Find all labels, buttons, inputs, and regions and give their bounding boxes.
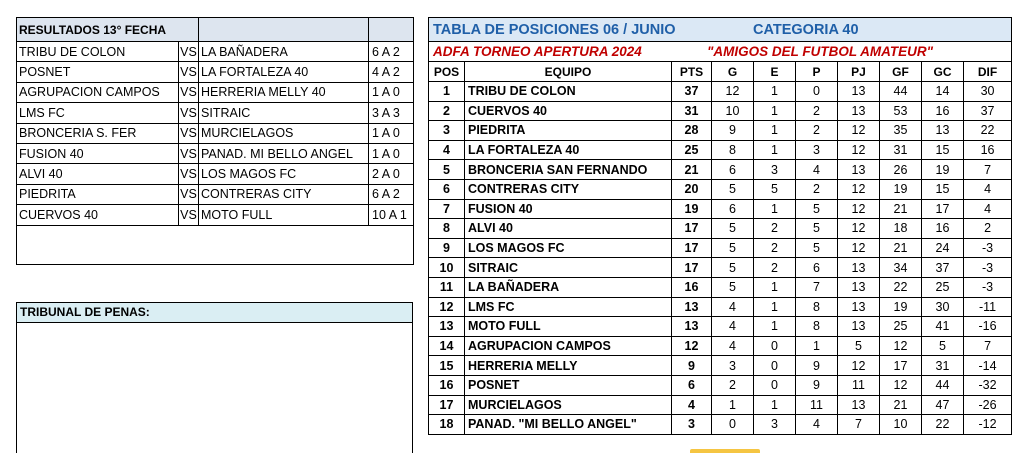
cell-dif: 4 — [964, 199, 1012, 219]
cell-dif: -3 — [964, 238, 1012, 258]
cell-dif: 7 — [964, 160, 1012, 180]
cell-gc: 13 — [922, 121, 964, 141]
cell-g: 5 — [712, 277, 754, 297]
cell-e: 1 — [754, 199, 796, 219]
away-team: LA FORTALEZA 40 — [199, 62, 369, 82]
cell-pos: 2 — [429, 101, 465, 121]
penalties-box — [16, 302, 413, 453]
away-team: PANAD. MI BELLO ANGEL — [199, 143, 369, 163]
empty-cell — [369, 245, 414, 265]
home-team: POSNET — [17, 62, 179, 82]
cell-p: 4 — [796, 415, 838, 435]
cell-e: 1 — [754, 101, 796, 121]
vs-label: VS — [179, 82, 199, 102]
cell-p: 9 — [796, 356, 838, 376]
standings-row — [429, 238, 1012, 258]
cell-gc: 19 — [922, 160, 964, 180]
match-score: 2 A 0 — [369, 164, 414, 184]
standings-table — [428, 17, 1012, 435]
cell-dif: -12 — [964, 415, 1012, 435]
column-header: GC — [922, 62, 964, 82]
cell-pts: 17 — [672, 238, 712, 258]
cell-p: 8 — [796, 297, 838, 317]
cell-pts: 16 — [672, 277, 712, 297]
standings-row — [429, 179, 1012, 199]
cell-p: 0 — [796, 82, 838, 102]
cell-pts: 28 — [672, 121, 712, 141]
match-score: 10 A 1 — [369, 205, 414, 225]
cell-gc: 24 — [922, 238, 964, 258]
column-header: DIF — [964, 62, 1012, 82]
cell-g: 2 — [712, 375, 754, 395]
result-row — [17, 184, 414, 204]
cell-pj: 13 — [838, 277, 880, 297]
cell-p: 8 — [796, 317, 838, 337]
results-header-row — [17, 18, 414, 42]
cell-dif: 30 — [964, 82, 1012, 102]
cell-team: SITRAIC — [465, 258, 672, 278]
vs-label: VS — [179, 184, 199, 204]
cell-g: 10 — [712, 101, 754, 121]
cell-pts: 31 — [672, 101, 712, 121]
cell-p: 5 — [796, 219, 838, 239]
cell-gf: 19 — [880, 179, 922, 199]
cell-gc: 30 — [922, 297, 964, 317]
standings-subtitle-cell — [429, 42, 1012, 62]
cell-gf: 26 — [880, 160, 922, 180]
standings-row — [429, 395, 1012, 415]
cell-pts: 17 — [672, 219, 712, 239]
column-header: PTS — [672, 62, 712, 82]
cell-gc: 16 — [922, 219, 964, 239]
cell-pts: 20 — [672, 179, 712, 199]
vs-label: VS — [179, 103, 199, 123]
cell-dif: 37 — [964, 101, 1012, 121]
result-row — [17, 123, 414, 143]
cell-pj: 12 — [838, 121, 880, 141]
cell-gc: 16 — [922, 101, 964, 121]
cell-gc: 31 — [922, 356, 964, 376]
cell-g: 5 — [712, 258, 754, 278]
cell-g: 8 — [712, 140, 754, 160]
away-team: LOS MAGOS FC — [199, 164, 369, 184]
cell-pts: 9 — [672, 356, 712, 376]
column-header: EQUIPO — [465, 62, 672, 82]
cell-gf: 25 — [880, 317, 922, 337]
standings-row — [429, 415, 1012, 435]
cell-pj: 12 — [838, 140, 880, 160]
cell-pos: 13 — [429, 317, 465, 337]
column-header: PJ — [838, 62, 880, 82]
cell-pts: 3 — [672, 415, 712, 435]
cell-g: 6 — [712, 199, 754, 219]
cell-pj: 12 — [838, 199, 880, 219]
column-header: G — [712, 62, 754, 82]
standings-title-cell — [429, 18, 1012, 42]
cell-p: 11 — [796, 395, 838, 415]
match-score: 6 A 2 — [369, 184, 414, 204]
cell-pos: 9 — [429, 238, 465, 258]
standings-row — [429, 140, 1012, 160]
cell-pj: 12 — [838, 238, 880, 258]
cell-pts: 25 — [672, 140, 712, 160]
results-body — [17, 42, 414, 265]
cell-team: LA FORTALEZA 40 — [465, 140, 672, 160]
cell-e: 1 — [754, 317, 796, 337]
cell-e: 3 — [754, 160, 796, 180]
cell-pos: 12 — [429, 297, 465, 317]
cell-g: 3 — [712, 356, 754, 376]
cell-pts: 19 — [672, 199, 712, 219]
home-team: BRONCERIA S. FER — [17, 123, 179, 143]
home-team: PIEDRITA — [17, 184, 179, 204]
cell-pos: 14 — [429, 336, 465, 356]
cell-pj: 12 — [838, 356, 880, 376]
cell-p: 2 — [796, 101, 838, 121]
result-row — [17, 205, 414, 225]
cell-team: CUERVOS 40 — [465, 101, 672, 121]
cell-pj: 13 — [838, 395, 880, 415]
standings-row — [429, 375, 1012, 395]
cell-pos: 18 — [429, 415, 465, 435]
cell-dif: -16 — [964, 317, 1012, 337]
standings-row — [429, 121, 1012, 141]
cell-pos: 16 — [429, 375, 465, 395]
cell-p: 6 — [796, 258, 838, 278]
cell-gf: 34 — [880, 258, 922, 278]
cell-e: 5 — [754, 179, 796, 199]
cell-gc: 22 — [922, 415, 964, 435]
cell-team: LMS FC — [465, 297, 672, 317]
vs-label: VS — [179, 205, 199, 225]
cell-team: TRIBU DE COLON — [465, 82, 672, 102]
cell-g: 4 — [712, 336, 754, 356]
away-team: SITRAIC — [199, 103, 369, 123]
cell-team: LOS MAGOS FC — [465, 238, 672, 258]
cell-gc: 5 — [922, 336, 964, 356]
away-team: MURCIELAGOS — [199, 123, 369, 143]
away-team: HERRERIA MELLY 40 — [199, 82, 369, 102]
cell-team: BRONCERIA SAN FERNANDO — [465, 160, 672, 180]
cell-g: 4 — [712, 297, 754, 317]
cell-gf: 21 — [880, 395, 922, 415]
cell-e: 1 — [754, 140, 796, 160]
home-team: TRIBU DE COLON — [17, 42, 179, 62]
cell-gc: 37 — [922, 258, 964, 278]
cell-e: 1 — [754, 82, 796, 102]
standings-row — [429, 160, 1012, 180]
empty-cell — [17, 225, 179, 245]
standings-row — [429, 297, 1012, 317]
cell-gf: 22 — [880, 277, 922, 297]
cell-pts: 17 — [672, 258, 712, 278]
cell-pts: 37 — [672, 82, 712, 102]
cell-gf: 53 — [880, 101, 922, 121]
cell-gf: 10 — [880, 415, 922, 435]
empty-cell — [199, 225, 369, 245]
results-title: RESULTADOS 13° FECHA — [17, 18, 199, 42]
cell-p: 5 — [796, 238, 838, 258]
empty-result-row — [17, 225, 414, 245]
cell-pj: 13 — [838, 160, 880, 180]
cell-pos: 6 — [429, 179, 465, 199]
cell-team: PANAD. "MI BELLO ANGEL" — [465, 415, 672, 435]
standings-header-row — [429, 62, 1012, 82]
standings-title: TABLA DE POSICIONES 06 / JUNIO — [433, 21, 676, 38]
result-row — [17, 82, 414, 102]
cell-dif: -26 — [964, 395, 1012, 415]
cell-pj: 12 — [838, 179, 880, 199]
cell-team: MURCIELAGOS — [465, 395, 672, 415]
cell-e: 0 — [754, 375, 796, 395]
cell-team: POSNET — [465, 375, 672, 395]
cell-team: LA BAÑADERA — [465, 277, 672, 297]
decorative-mark — [690, 449, 760, 453]
vs-label: VS — [179, 123, 199, 143]
home-team: CUERVOS 40 — [17, 205, 179, 225]
column-header: POS — [429, 62, 465, 82]
cell-pos: 7 — [429, 199, 465, 219]
empty-cell — [17, 245, 179, 265]
cell-pos: 15 — [429, 356, 465, 376]
standings-title-row — [429, 18, 1012, 42]
cell-dif: 7 — [964, 336, 1012, 356]
cell-g: 12 — [712, 82, 754, 102]
cell-gf: 12 — [880, 336, 922, 356]
cell-g: 9 — [712, 121, 754, 141]
standings-row — [429, 258, 1012, 278]
standings-body — [429, 18, 1012, 435]
results-header-blank — [199, 18, 369, 42]
standings-row — [429, 82, 1012, 102]
cell-dif: -3 — [964, 277, 1012, 297]
home-team: ALVI 40 — [17, 164, 179, 184]
match-score: 1 A 0 — [369, 123, 414, 143]
cell-g: 6 — [712, 160, 754, 180]
cell-pos: 3 — [429, 121, 465, 141]
column-header: E — [754, 62, 796, 82]
cell-pj: 5 — [838, 336, 880, 356]
cell-p: 9 — [796, 375, 838, 395]
tournament-name: ADFA TORNEO APERTURA 2024 — [433, 44, 642, 59]
cell-pj: 13 — [838, 82, 880, 102]
cell-pos: 5 — [429, 160, 465, 180]
standings-row — [429, 101, 1012, 121]
empty-result-row — [17, 245, 414, 265]
cell-gf: 31 — [880, 140, 922, 160]
cell-pts: 21 — [672, 160, 712, 180]
cell-pos: 10 — [429, 258, 465, 278]
cell-dif: 22 — [964, 121, 1012, 141]
standings-row — [429, 336, 1012, 356]
cell-gf: 21 — [880, 238, 922, 258]
cell-e: 2 — [754, 238, 796, 258]
match-score: 4 A 2 — [369, 62, 414, 82]
cell-g: 5 — [712, 179, 754, 199]
cell-e: 2 — [754, 258, 796, 278]
cell-gc: 44 — [922, 375, 964, 395]
results-header-blank — [369, 18, 414, 42]
standings-subtitle-row — [429, 42, 1012, 62]
cell-e: 1 — [754, 395, 796, 415]
vs-label: VS — [179, 143, 199, 163]
cell-gf: 35 — [880, 121, 922, 141]
cell-pj: 12 — [838, 219, 880, 239]
home-team: FUSION 40 — [17, 143, 179, 163]
result-row — [17, 62, 414, 82]
cell-pj: 13 — [838, 258, 880, 278]
away-team: MOTO FULL — [199, 205, 369, 225]
match-score: 6 A 2 — [369, 42, 414, 62]
column-header: GF — [880, 62, 922, 82]
standings-row — [429, 317, 1012, 337]
cell-e: 1 — [754, 277, 796, 297]
cell-p: 4 — [796, 160, 838, 180]
cell-pos: 4 — [429, 140, 465, 160]
cell-pos: 11 — [429, 277, 465, 297]
cell-g: 1 — [712, 395, 754, 415]
cell-e: 1 — [754, 297, 796, 317]
cell-g: 4 — [712, 317, 754, 337]
cell-team: HERRERIA MELLY — [465, 356, 672, 376]
cell-g: 5 — [712, 219, 754, 239]
cell-gc: 25 — [922, 277, 964, 297]
cell-pj: 13 — [838, 317, 880, 337]
empty-cell — [179, 225, 199, 245]
cell-team: MOTO FULL — [465, 317, 672, 337]
result-row — [17, 143, 414, 163]
vs-label: VS — [179, 62, 199, 82]
cell-team: AGRUPACION CAMPOS — [465, 336, 672, 356]
cell-gc: 15 — [922, 179, 964, 199]
cell-g: 0 — [712, 415, 754, 435]
cell-pos: 1 — [429, 82, 465, 102]
cell-team: ALVI 40 — [465, 219, 672, 239]
home-team: LMS FC — [17, 103, 179, 123]
cell-e: 0 — [754, 336, 796, 356]
match-score: 1 A 0 — [369, 143, 414, 163]
cell-p: 7 — [796, 277, 838, 297]
match-score: 3 A 3 — [369, 103, 414, 123]
cell-p: 5 — [796, 199, 838, 219]
away-team: CONTRERAS CITY — [199, 184, 369, 204]
cell-e: 2 — [754, 219, 796, 239]
standings-row — [429, 199, 1012, 219]
cell-gf: 12 — [880, 375, 922, 395]
cell-dif: -3 — [964, 258, 1012, 278]
results-table — [16, 17, 414, 265]
cell-pj: 13 — [838, 101, 880, 121]
cell-pj: 13 — [838, 297, 880, 317]
home-team: AGRUPACION CAMPOS — [17, 82, 179, 102]
organization-name: "AMIGOS DEL FUTBOL AMATEUR" — [707, 44, 934, 59]
cell-p: 2 — [796, 121, 838, 141]
cell-pts: 12 — [672, 336, 712, 356]
result-row — [17, 164, 414, 184]
standings-row — [429, 219, 1012, 239]
empty-cell — [199, 245, 369, 265]
cell-pj: 11 — [838, 375, 880, 395]
cell-pj: 7 — [838, 415, 880, 435]
cell-gc: 15 — [922, 140, 964, 160]
result-row — [17, 42, 414, 62]
away-team: LA BAÑADERA — [199, 42, 369, 62]
cell-gf: 19 — [880, 297, 922, 317]
cell-gc: 41 — [922, 317, 964, 337]
cell-dif: -14 — [964, 356, 1012, 376]
cell-dif: 4 — [964, 179, 1012, 199]
standings-category: CATEGORIA 40 — [753, 21, 859, 38]
cell-p: 1 — [796, 336, 838, 356]
standings-row — [429, 356, 1012, 376]
penalties-title: TRIBUNAL DE PENAS: — [17, 303, 412, 323]
cell-gc: 47 — [922, 395, 964, 415]
cell-team: CONTRERAS CITY — [465, 179, 672, 199]
cell-p: 3 — [796, 140, 838, 160]
cell-dif: 16 — [964, 140, 1012, 160]
empty-cell — [179, 245, 199, 265]
cell-gf: 18 — [880, 219, 922, 239]
cell-pos: 8 — [429, 219, 465, 239]
cell-gc: 14 — [922, 82, 964, 102]
cell-pts: 13 — [672, 297, 712, 317]
cell-e: 3 — [754, 415, 796, 435]
cell-team: FUSION 40 — [465, 199, 672, 219]
cell-pts: 4 — [672, 395, 712, 415]
cell-gf: 17 — [880, 356, 922, 376]
cell-pos: 17 — [429, 395, 465, 415]
result-row — [17, 103, 414, 123]
cell-p: 2 — [796, 179, 838, 199]
cell-e: 0 — [754, 356, 796, 376]
standings-row — [429, 277, 1012, 297]
cell-pts: 6 — [672, 375, 712, 395]
vs-label: VS — [179, 164, 199, 184]
cell-team: PIEDRITA — [465, 121, 672, 141]
empty-cell — [369, 225, 414, 245]
cell-g: 5 — [712, 238, 754, 258]
match-score: 1 A 0 — [369, 82, 414, 102]
cell-dif: 2 — [964, 219, 1012, 239]
cell-dif: -11 — [964, 297, 1012, 317]
vs-label: VS — [179, 42, 199, 62]
cell-e: 1 — [754, 121, 796, 141]
cell-gf: 44 — [880, 82, 922, 102]
cell-gf: 21 — [880, 199, 922, 219]
cell-gc: 17 — [922, 199, 964, 219]
cell-pts: 13 — [672, 317, 712, 337]
column-header: P — [796, 62, 838, 82]
cell-dif: -32 — [964, 375, 1012, 395]
